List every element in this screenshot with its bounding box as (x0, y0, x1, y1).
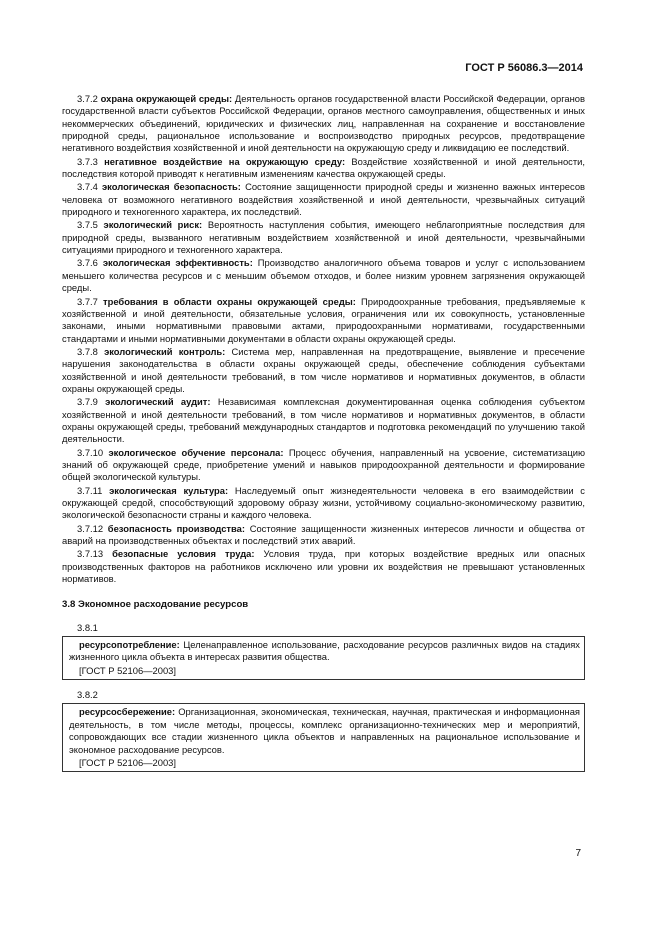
entry-term: охрана окружающей среды: (100, 93, 233, 104)
entry-number: 3.7.13 (77, 548, 104, 560)
entry-number: 3.7.3 (77, 155, 98, 167)
entry-number: 3.7.10 (77, 446, 104, 458)
entry-number: 3.8.2 (77, 689, 98, 701)
entry-definition: Состояние защищенности жизненных интересов личности и общества от аварий на производственных объектах и последствий этих аварий. (62, 522, 585, 547)
term-entry (62, 93, 585, 155)
entry-term: экологическая безопасность: (102, 181, 241, 193)
entry-term: экологический аудит: (105, 396, 211, 408)
entry-definition: Независимая комплексная документированная оценка соблюдения субъектом хозяйственной и иной деятельности требований, в том числе нормативов и нормативных документов, в области охраны окружающей среды, требований международных стандартов и подготовка рекомендаций по улучшению такой деятельности. (62, 396, 585, 445)
term-entry (62, 181, 585, 218)
entry-definition: Деятельность органов государственной власти Российской Федерации, органов государственной власти субъектов Российской Федерации, органов местного самоуправления, общественных и иных некоммерческих объединений, юридических и физических лиц, направленная на сохранение и восстановление природной среды, рациональное использование и воспроизводство природных ресурсов, предотвращение негативного воздействия хозяйственной и иной деятельности на окружающую среду и ликвидацию ее последствий. (62, 93, 585, 154)
page-content (62, 93, 585, 781)
standard-reference: [ГОСТ Р 52106—2003] (79, 756, 176, 768)
entry-definition: Природоохранные требования, предъявляемые к хозяйственной и иной деятельности, обязательные условия, ограничения или их совокупность, установленные законами, иными нормативными правовыми актами, природоохранными нормативами, государственными стандартами и иными нормативными документами в области охраны окружающей среды. (62, 295, 585, 344)
document-code: ГОСТ Р 56086.3—2014 (465, 62, 583, 74)
entry-number: 3.7.4 (77, 181, 98, 193)
entry-definition: Производство аналогичного объема товаров и услуг с использованием меньшего количества ресурсов и с меньшим объемом отходов, и более низким уровнем загрязнения окружающей среды. (62, 257, 586, 294)
entry-number: 3.7.9 (77, 396, 98, 408)
entry-term: безопасность производства: (107, 522, 245, 534)
term-entry (62, 447, 585, 484)
term-entry (62, 396, 585, 445)
entry-number: 3.7.8 (77, 345, 98, 357)
entry-number: 3.8.1 (77, 621, 98, 633)
entry-term: ресурсосбережение: (79, 706, 176, 718)
term-entry (69, 639, 580, 664)
entry-definition: Процесс обучения, направленный на усвоение, систематизацию знаний об окружающей среде, приобретение умений и навыков природоохранной деятельности и формирование общей экологической культуры. (62, 446, 586, 483)
entry-definition: Наследуемый опыт жизнедеятельности человека в его взаимодействии с окружающей средой, способствующий здоровому образу жизни, устойчивому социально-экономическому развитию, экологической безопасности страны и каждого человека. (62, 484, 585, 521)
term-entry (62, 523, 585, 548)
term-entry (62, 485, 585, 522)
entry-definition: Организационная, экономическая, техническая, научная, практическая и информационная деятельность, в том числе методы, процессы, комплекс организационно-технических мер и мероприятий, сопровождающих все стадии жизненного цикла объектов и направленных на рациональное использование и экономное расходование ресурсов. (69, 706, 580, 755)
entry-definition: Состояние защищенности природной среды и жизненно важных интересов человека от возможного негативного воздействия хозяйственной и иной деятельности, чрезвычайных ситуаций природного и техногенного характера, их последствий. (62, 181, 586, 218)
page-number: 7 (575, 848, 581, 859)
entry-number: 3.7.2 (77, 93, 98, 104)
entry-number: 3.7.7 (77, 295, 98, 307)
definition-box (62, 703, 585, 772)
term-entry (62, 257, 585, 294)
entry-term: ресурсопотребление: (79, 639, 180, 651)
entry-term: экологическая культура: (109, 484, 229, 496)
entry-number: 3.7.12 (77, 522, 104, 534)
entry-definition: Вероятность наступления события, имеющего неблагоприятные последствия для природной среды, вызванного негативным воздействием хозяйственной и иной деятельности, чрезвычайными ситуациями природного и техногенного характера. (62, 219, 585, 256)
section-title: 3.8 Экономное расходование ресурсов (62, 599, 249, 611)
entry-term: экологическая эффективность: (102, 257, 253, 269)
term-entry (62, 219, 585, 256)
entry-term: экологический контроль: (104, 345, 226, 357)
entry-number: 3.7.5 (77, 219, 98, 231)
term-entry (62, 346, 585, 395)
standard-reference: [ГОСТ Р 52106—2003] (79, 664, 176, 676)
entry-definition: Система мер, направленная на предотвращение, выявление и пресечение нарушения законодательства в области охраны окружающей среды, обеспечение соблюдения субъектами хозяйственной и иной деятельности требований, в том числе нормативов и нормативных документов, в области охраны окружающей среды. (62, 345, 585, 394)
entry-term: экологическое обучение персонала: (108, 446, 284, 458)
term-entry (62, 548, 585, 585)
entry-definition: Условия труда, при которых воздействие вредных или опасных производственных факторов на работников исключено или уровни их воздействия не превышают установленных нормативов. (62, 548, 586, 585)
term-entry (62, 156, 585, 181)
term-entry (62, 296, 585, 345)
term-entry (69, 706, 580, 755)
entry-term: безопасные условия труда: (112, 548, 255, 560)
entry-term: требования в области охраны окружающей среды: (103, 295, 356, 307)
definition-box (62, 636, 585, 680)
entry-number: 3.7.6 (77, 257, 98, 269)
entry-definition: Целенаправленное использование, расходование ресурсов различных видов на стадиях жизненного цикла объекта в интересах развития общества. (69, 639, 580, 663)
entry-number: 3.7.11 (77, 484, 103, 496)
entry-definition: Воздействие хозяйственной и иной деятельности, последствия которой приводят к негативным изменениям качества окружающей среды. (62, 155, 585, 180)
entry-term: негативное воздействие на окружающую среду: (104, 155, 346, 167)
entry-term: экологический риск: (103, 219, 203, 231)
